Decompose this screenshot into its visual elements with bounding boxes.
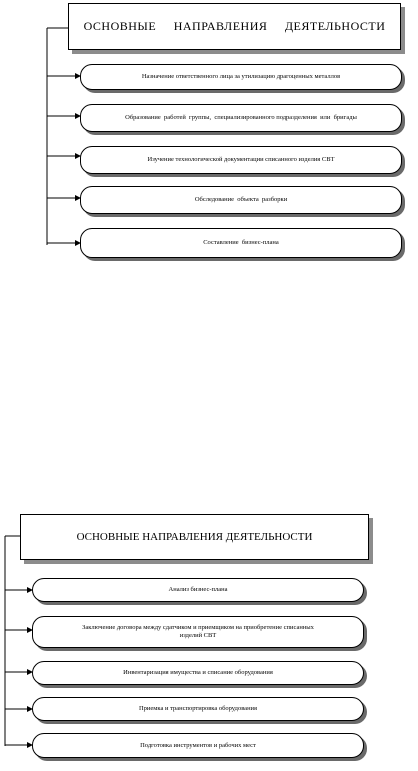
diagram-1-item-1 <box>80 64 402 90</box>
diagram-2-title-box <box>20 514 369 560</box>
diagram-1-item-3 <box>80 146 402 174</box>
diagram-2-item-4-label: Приемка и транспортировка оборудования <box>138 705 258 712</box>
diagram-2-item-5 <box>32 733 364 758</box>
diagram-2-item-3-label: Инвентаризация имущества и списание оборудования <box>123 669 273 676</box>
diagram-1-item-1-label: Назначение ответственного лица за утилизацию драгоценных металлов <box>141 73 341 80</box>
diagram-2-item-4 <box>32 697 364 721</box>
diagram-2-item-2 <box>32 616 364 648</box>
diagram-1-item-4-label: Обследование объекта разборки <box>194 196 288 203</box>
diagram-1-title: ОСНОВНЫЕ НАПРАВЛЕНИЯ ДЕЯТЕЛЬНОСТИ <box>83 19 386 33</box>
diagram-1-item-3-label: Изучение технологической документации списанного изделия СВТ <box>147 156 335 163</box>
diagram-2-item-1 <box>32 578 364 602</box>
diagram-1-item-2 <box>80 104 402 132</box>
diagram-2-item-2-label: Заключение договора между сдатчиком и приемщиком на приобретение списанных изделий СВТ <box>82 624 314 639</box>
diagram-2-title: ОСНОВНЫЕ НАПРАВЛЕНИЯ ДЕЯТЕЛЬНОСТИ <box>76 531 313 543</box>
diagram-1-item-5 <box>80 228 402 258</box>
diagram-1-item-2-label: Образование работей группы, специализированного подразделения или бригады <box>125 114 357 121</box>
diagram-2-item-5-label: Подготовка инструментов и рабочих мест <box>140 741 256 749</box>
diagram-1-item-5-label: Составление бизнес-плана <box>203 239 279 246</box>
diagram-1-item-4 <box>80 186 402 214</box>
diagram-2-item-1-label: Анализ бизнес-плана <box>168 586 228 593</box>
diagram-1-title-box <box>68 3 401 50</box>
diagram-2-item-3 <box>32 661 364 685</box>
